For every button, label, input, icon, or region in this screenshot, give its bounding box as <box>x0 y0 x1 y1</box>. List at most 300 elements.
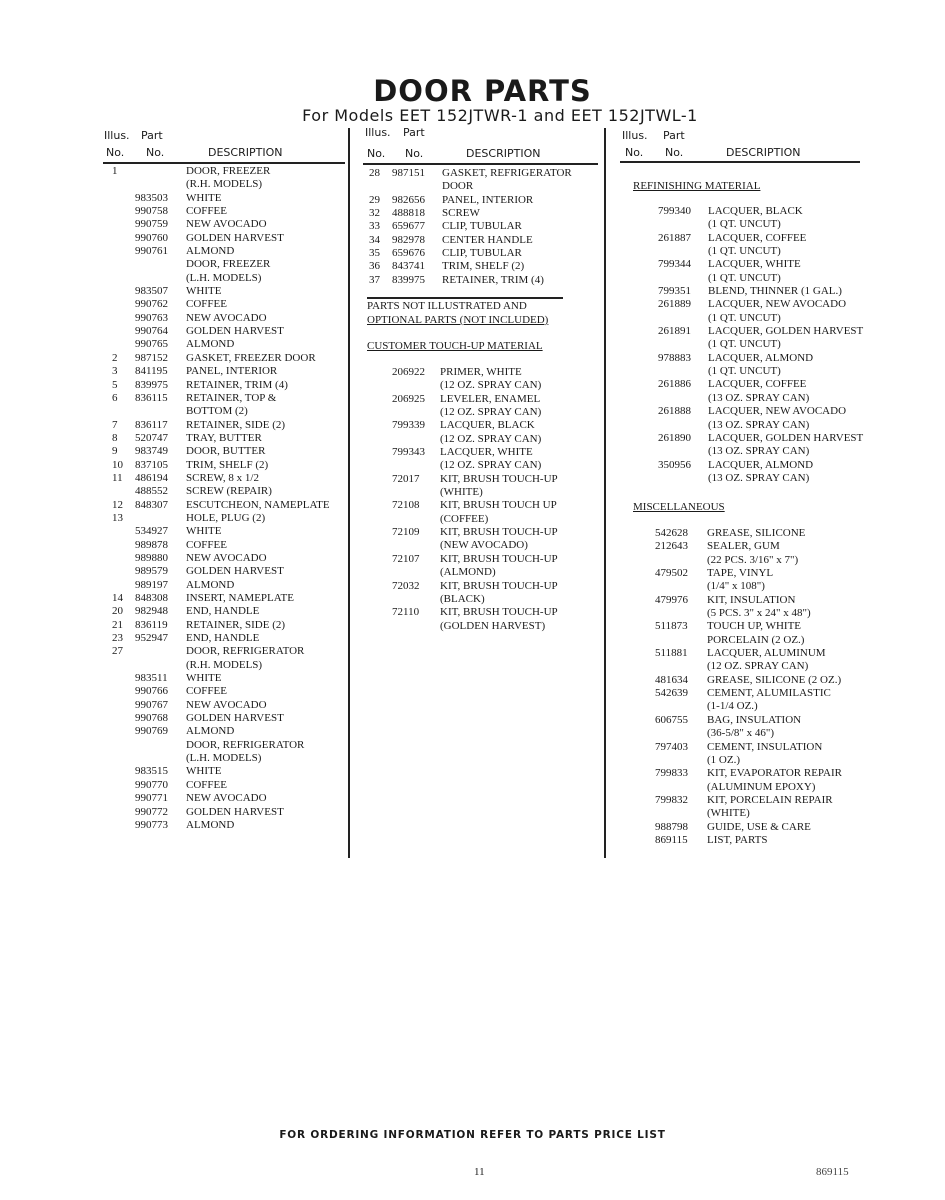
part-row <box>0 258 900 271</box>
illus-number: 1 <box>112 165 118 177</box>
part-description: DOOR, REFRIGERATOR <box>186 738 305 751</box>
part-row <box>0 794 900 807</box>
part-number: 72107 <box>392 552 420 565</box>
part-description: (5 PCS. 3" x 24" x 48") <box>707 607 811 620</box>
part-row <box>0 527 900 540</box>
part-row <box>0 232 900 245</box>
part-description: (L.H. MODELS) <box>186 271 262 284</box>
part-description: GUIDE, USE & CARE <box>707 820 811 833</box>
part-description: LACQUER, BLACK <box>708 205 803 217</box>
part-description: LACQUER, ALMOND <box>708 458 814 471</box>
part-number: 72032 <box>392 579 420 592</box>
part-description: COFFEE <box>186 205 227 218</box>
part-description: KIT, BRUSH TOUCH-UP <box>440 552 558 565</box>
part-description: GOLDEN HARVEST <box>186 231 284 244</box>
part-description: (R.H. MODELS) <box>186 658 263 671</box>
illus-number: 32 <box>369 207 380 220</box>
part-row-continuation <box>0 272 900 285</box>
part-number: 799339 <box>392 419 425 432</box>
part-number: 486194 <box>135 471 168 484</box>
part-label: Part <box>403 126 425 139</box>
part-row <box>0 714 900 727</box>
illus-no-label: No. <box>106 146 125 159</box>
part-row <box>0 687 900 700</box>
part-description: NEW AVOCADO <box>186 698 267 711</box>
part-description: GREASE, SILICONE <box>707 527 806 539</box>
part-description: RETAINER, TRIM (4) <box>442 273 544 286</box>
part-description: WHITE <box>186 765 222 778</box>
part-row <box>0 352 900 365</box>
illus-number: 34 <box>369 233 380 246</box>
part-description: SCREW, 8 x 1/2 <box>186 471 259 484</box>
part-number: 983507 <box>135 285 168 298</box>
illus-number: 5 <box>112 378 118 391</box>
part-row-continuation <box>0 392 900 405</box>
part-number: 534927 <box>135 525 168 538</box>
part-description: BOTTOM (2) <box>186 405 248 418</box>
part-description: PORCELAIN (2 OZ.) <box>707 633 805 646</box>
part-number: 990773 <box>135 818 168 831</box>
part-number: 72108 <box>392 499 420 512</box>
part-description: LACQUER, BLACK <box>440 419 535 432</box>
part-description: CEMENT, ALUMILASTIC <box>707 687 831 700</box>
illus-label: Illus. <box>622 129 648 142</box>
illus-number: 29 <box>369 193 380 206</box>
part-description: (1 QT. UNCUT) <box>708 365 781 378</box>
part-description: (GOLDEN HARVEST) <box>440 619 546 632</box>
part-number: 606755 <box>655 713 688 726</box>
part-description: RETAINER, TRIM (4) <box>186 378 288 391</box>
part-row <box>0 378 900 391</box>
part-number: 72110 <box>392 606 420 619</box>
part-row-continuation <box>0 513 600 526</box>
part-description: LACQUER, COFFEE <box>708 378 807 391</box>
part-description: COFFEE <box>186 538 227 551</box>
part-description: RETAINER, SIDE (2) <box>186 418 286 431</box>
part-description: COFFEE <box>186 685 227 698</box>
part-number: 990759 <box>135 218 168 231</box>
part-row <box>0 540 900 553</box>
illus-number: 27 <box>112 645 123 658</box>
part-description: (COFFEE) <box>440 512 489 525</box>
part-number: 488552 <box>135 485 168 498</box>
illus-number: 3 <box>112 365 118 378</box>
part-description: (1/4" x 108") <box>707 580 765 593</box>
part-description: TOUCH UP, WHITE <box>707 620 802 633</box>
part-description: (NEW AVOCADO) <box>440 539 528 552</box>
part-number: 261887 <box>658 231 691 244</box>
part-number: 799343 <box>392 446 425 459</box>
part-number: 542639 <box>655 687 688 700</box>
part-number: 983503 <box>135 191 168 204</box>
part-number: 799351 <box>658 285 691 298</box>
illus-number: 21 <box>112 618 123 631</box>
part-description: INSERT, NAMEPLATE <box>186 592 294 604</box>
part-number: 983515 <box>135 765 168 778</box>
part-description: (1 QT. UNCUT) <box>708 271 781 284</box>
part-number: 990769 <box>135 725 168 738</box>
header-rule <box>363 163 598 165</box>
part-description: NEW AVOCADO <box>186 792 267 805</box>
illus-label: Illus. <box>365 126 391 139</box>
part-description: (36-5/8" x 46") <box>707 727 775 740</box>
part-description: LACQUER, COFFEE <box>708 231 807 244</box>
part-description: PANEL, INTERIOR <box>442 193 534 206</box>
part-row <box>0 325 900 338</box>
illus-number: 12 <box>112 498 123 511</box>
part-number: 481634 <box>655 673 688 686</box>
part-row <box>0 167 600 180</box>
part-row-continuation <box>0 312 900 325</box>
part-description: (WHITE) <box>440 486 483 499</box>
part-number: 839975 <box>135 378 168 391</box>
part-row <box>0 285 900 298</box>
part-label: Part <box>141 129 163 142</box>
part-description: SEALER, GUM <box>707 540 780 553</box>
part-description: ALMOND <box>186 818 235 831</box>
part-no-label: No. <box>665 146 684 159</box>
illus-no-label: No. <box>625 146 644 159</box>
part-row <box>0 767 900 780</box>
part-description: KIT, BRUSH TOUCH-UP <box>440 526 558 539</box>
part-description: GASKET, FREEZER DOOR <box>186 351 316 364</box>
part-row-continuation <box>0 607 900 620</box>
part-description: TRIM, SHELF (2) <box>442 260 525 273</box>
notes-line-1: PARTS NOT ILLUSTRATED AND <box>367 300 527 312</box>
part-description: DOOR <box>442 180 474 193</box>
ordering-footer: FOR ORDERING INFORMATION REFER TO PARTS PRICE LIST <box>279 1129 666 1141</box>
part-number: 479976 <box>655 593 688 606</box>
part-number: 836117 <box>135 418 168 431</box>
part-description: KIT, PORCELAIN REPAIR <box>707 793 833 806</box>
part-number: 350956 <box>658 458 691 471</box>
part-number: 990761 <box>135 245 168 258</box>
part-number: 989878 <box>135 538 168 551</box>
part-description: KIT, INSULATION <box>707 593 796 606</box>
part-row <box>0 432 900 445</box>
part-description: CLIP, TUBULAR <box>442 247 522 260</box>
illus-number: 20 <box>112 605 123 618</box>
part-row-continuation <box>0 660 900 673</box>
part-number: 542628 <box>655 527 688 539</box>
part-row <box>0 647 900 660</box>
part-number: 990764 <box>135 325 168 338</box>
misc-list <box>0 527 900 847</box>
part-description: LACQUER, NEW AVOCADO <box>708 298 847 311</box>
part-row-continuation <box>0 486 600 499</box>
part-description: DOOR, BUTTER <box>186 445 266 458</box>
part-description: KIT, BRUSH TOUCH UP <box>440 499 557 512</box>
illus-number: 8 <box>112 431 118 444</box>
part-number: 799833 <box>655 767 688 780</box>
part-description: (ALUMINUM EPOXY) <box>707 780 816 793</box>
touchup-heading: CUSTOMER TOUCH-UP MATERIAL <box>367 340 543 352</box>
part-label: Part <box>663 129 685 142</box>
refinishing-list <box>0 205 900 485</box>
part-number: 836115 <box>135 391 168 404</box>
part-description: ALMOND <box>186 578 235 591</box>
part-description: RETAINER, TOP & <box>186 391 277 404</box>
part-row <box>0 567 900 580</box>
part-description: ALMOND <box>186 245 235 258</box>
part-description: DOOR, FREEZER <box>186 165 271 177</box>
part-row <box>0 674 900 687</box>
part-number: 261886 <box>658 378 691 391</box>
part-number: 837105 <box>135 458 168 471</box>
part-description: GREASE, SILICONE (2 OZ.) <box>707 673 842 686</box>
part-description: NEW AVOCADO <box>186 551 267 564</box>
part-description: SCREW (REPAIR) <box>186 485 272 498</box>
illus-number: 23 <box>112 632 123 645</box>
part-number: 659676 <box>392 247 425 260</box>
part-description: (13 OZ. SPRAY CAN) <box>708 391 810 404</box>
part-no-label: No. <box>146 146 165 159</box>
page-number: 11 <box>474 1166 485 1178</box>
part-number: 990770 <box>135 778 168 791</box>
part-row-continuation <box>0 551 900 567</box>
part-description: LACQUER, NEW AVOCADO <box>708 405 847 418</box>
part-description: (13 OZ. SPRAY CAN) <box>708 445 810 458</box>
notes-line-2: OPTIONAL PARTS (NOT INCLUDED) <box>367 314 549 326</box>
part-description: (BLACK) <box>440 592 485 605</box>
page-subtitle: For Models EET 152JTWR-1 and EET 152JTWL-1 <box>302 106 698 125</box>
illus-number: 37 <box>369 273 380 286</box>
illus-number: 33 <box>369 220 380 233</box>
part-description: CEMENT, INSULATION <box>707 740 823 753</box>
part-row-continuation <box>0 218 900 231</box>
part-description: CLIP, TUBULAR <box>442 220 522 233</box>
part-description: TAPE, VINYL <box>707 567 774 580</box>
part-number: 479502 <box>655 567 688 580</box>
part-number: 72017 <box>392 472 420 485</box>
part-number: 488818 <box>392 207 425 220</box>
header-rule <box>103 162 345 164</box>
part-description: (13 OZ. SPRAY CAN) <box>708 471 810 484</box>
part-number: 869115 <box>655 833 688 846</box>
part-row <box>0 459 900 472</box>
part-number: 982656 <box>392 193 425 206</box>
part-description: (WHITE) <box>707 807 750 820</box>
part-row-continuation <box>0 807 900 820</box>
part-number: 990766 <box>135 685 168 698</box>
part-row-continuation <box>0 245 900 258</box>
part-description: (12 OZ. SPRAY CAN) <box>707 660 809 673</box>
part-description: CENTER HANDLE <box>442 233 533 246</box>
part-description: LEVELER, ENAMEL <box>440 392 541 405</box>
part-description: (12 OZ. SPRAY CAN) <box>440 379 542 392</box>
part-number: 987152 <box>135 351 168 364</box>
part-row <box>0 499 600 512</box>
part-description: TRAY, BUTTER <box>186 431 262 444</box>
part-description: GOLDEN HARVEST <box>186 712 284 725</box>
part-description: KIT, BRUSH TOUCH-UP <box>440 472 558 485</box>
part-number: 799832 <box>655 793 688 806</box>
part-number: 978883 <box>658 351 691 364</box>
part-description: BLEND, THINNER (1 GAL.) <box>708 285 842 298</box>
illus-number: 7 <box>112 418 118 431</box>
part-description: LACQUER, GOLDEN HARVEST <box>708 325 864 338</box>
part-description: ALMOND <box>186 338 235 351</box>
misc-heading: MISCELLANEOUS <box>633 501 725 513</box>
part-number: 983511 <box>135 672 168 685</box>
part-description: (L.H. MODELS) <box>186 752 262 765</box>
part-number: 799344 <box>658 258 691 271</box>
part-description: GOLDEN HARVEST <box>186 805 284 818</box>
part-description: (1 OZ.) <box>707 753 740 766</box>
part-description: KIT, BRUSH TOUCH-UP <box>440 579 558 592</box>
part-description: (12 OZ. SPRAY CAN) <box>440 406 542 419</box>
part-description: PRIMER, WHITE <box>440 366 522 378</box>
part-description: LACQUER, ALUMINUM <box>707 647 826 660</box>
part-description: DOOR, FREEZER <box>186 258 271 271</box>
description-label: DESCRIPTION <box>466 147 541 160</box>
part-description: GOLDEN HARVEST <box>186 565 284 578</box>
part-description: LACQUER, ALMOND <box>708 351 814 364</box>
part-number: 983749 <box>135 445 168 458</box>
part-description: (12 OZ. SPRAY CAN) <box>440 432 542 445</box>
part-number: 990772 <box>135 805 168 818</box>
part-row-continuation <box>0 634 900 647</box>
part-number: 72109 <box>392 526 420 539</box>
page-title: DOOR PARTS <box>373 74 592 108</box>
part-row <box>0 405 900 418</box>
part-no-label: No. <box>405 147 424 160</box>
part-description: COFFEE <box>186 298 227 311</box>
part-row-continuation <box>0 180 600 193</box>
description-label: DESCRIPTION <box>726 146 801 159</box>
part-number: 261891 <box>658 325 691 338</box>
part-number: 988798 <box>655 820 688 833</box>
part-row <box>0 620 900 633</box>
part-row <box>0 205 900 218</box>
part-row-continuation <box>0 472 900 485</box>
part-description: GOLDEN HARVEST <box>186 325 284 338</box>
part-number: 206922 <box>392 366 425 378</box>
part-description: (1 QT. UNCUT) <box>708 218 781 231</box>
part-description: END, HANDLE <box>186 605 260 618</box>
part-number: 841195 <box>135 365 168 378</box>
part-description: LACQUER, WHITE <box>708 258 801 271</box>
part-number: 261890 <box>658 431 691 444</box>
part-description: WHITE <box>186 285 222 298</box>
part-number: 982948 <box>135 605 168 618</box>
part-description: (12 OZ. SPRAY CAN) <box>440 459 542 472</box>
part-number: 990767 <box>135 698 168 711</box>
illus-number: 10 <box>112 458 123 471</box>
part-description: LACQUER, WHITE <box>440 446 533 459</box>
illus-number: 6 <box>112 391 118 404</box>
illus-number: 36 <box>369 260 380 273</box>
part-number: 990758 <box>135 205 168 218</box>
part-number: 989197 <box>135 578 168 591</box>
part-row-continuation <box>0 727 900 740</box>
illus-number: 28 <box>369 167 380 179</box>
part-number: 848308 <box>135 592 168 604</box>
part-number: 839975 <box>392 273 425 286</box>
part-description: COFFEE <box>186 778 227 791</box>
part-description: NEW AVOCADO <box>186 218 267 231</box>
part-description: PANEL, INTERIOR <box>186 365 278 378</box>
illus-label: Illus. <box>104 129 130 142</box>
part-row <box>0 738 900 754</box>
part-description: WHITE <box>186 525 222 538</box>
refinishing-heading: REFINISHING MATERIAL <box>633 180 761 192</box>
part-description: WHITE <box>186 672 222 685</box>
part-number: 520747 <box>135 431 168 444</box>
part-row-continuation <box>0 365 900 378</box>
part-description: (22 PCS. 3/16" x 7") <box>707 553 799 566</box>
part-number: 799340 <box>658 205 691 217</box>
part-number: 843741 <box>392 260 425 273</box>
part-description: ALMOND <box>186 725 235 738</box>
part-description: (1 QT. UNCUT) <box>708 245 781 258</box>
part-description: RETAINER, SIDE (2) <box>186 618 286 631</box>
part-number: 511873 <box>655 620 688 633</box>
part-number: 836119 <box>135 618 168 631</box>
part-number: 206925 <box>392 392 425 405</box>
part-description: (1-1/4 OZ.) <box>707 700 758 713</box>
part-description: BAG, INSULATION <box>707 713 802 726</box>
part-description: KIT, EVAPORATOR REPAIR <box>707 767 842 780</box>
illus-number: 2 <box>112 351 118 364</box>
part-number: 261889 <box>658 298 691 311</box>
part-number: 989579 <box>135 565 168 578</box>
part-number: 990762 <box>135 298 168 311</box>
part-number: 511881 <box>655 647 688 660</box>
part-number: 982978 <box>392 233 425 246</box>
part-description: END, HANDLE <box>186 632 260 645</box>
illus-number: 9 <box>112 445 118 458</box>
part-description: WHITE <box>186 191 222 204</box>
illus-number: 11 <box>112 471 123 484</box>
part-description: (R.H. MODELS) <box>186 178 263 191</box>
part-description: TRIM, SHELF (2) <box>186 458 269 471</box>
part-number: 990768 <box>135 712 168 725</box>
part-row <box>0 818 900 834</box>
part-description: LACQUER, GOLDEN HARVEST <box>708 431 864 444</box>
part-number: 987151 <box>392 167 425 179</box>
header-rule <box>620 161 860 163</box>
part-number: 989880 <box>135 551 168 564</box>
part-description: GASKET, REFRIGERATOR <box>442 167 572 179</box>
part-number: 990760 <box>135 231 168 244</box>
illus-number: 13 <box>112 511 123 524</box>
part-description: SCREW <box>442 207 480 220</box>
description-label: DESCRIPTION <box>208 146 283 159</box>
part-row-continuation <box>0 445 900 458</box>
illus-number: 35 <box>369 247 380 260</box>
illus-no-label: No. <box>367 147 386 160</box>
part-row <box>0 594 900 607</box>
part-description: LIST, PARTS <box>707 833 768 846</box>
document-number: 869115 <box>816 1166 849 1178</box>
illus-number: 14 <box>112 592 123 604</box>
part-number: 659677 <box>392 220 425 233</box>
part-number: 990771 <box>135 792 168 805</box>
part-number: 797403 <box>655 740 688 753</box>
part-description: KIT, BRUSH TOUCH-UP <box>440 606 558 619</box>
part-row-continuation <box>0 700 900 713</box>
part-number: 212643 <box>655 540 688 553</box>
part-number: 990765 <box>135 338 168 351</box>
part-row <box>0 834 900 847</box>
part-number: 952947 <box>135 632 168 645</box>
part-row-continuation <box>0 778 900 794</box>
part-description: (1 QT. UNCUT) <box>708 338 781 351</box>
part-row <box>0 298 900 311</box>
part-row-continuation <box>0 338 900 351</box>
part-description: (ALMOND) <box>440 566 496 579</box>
